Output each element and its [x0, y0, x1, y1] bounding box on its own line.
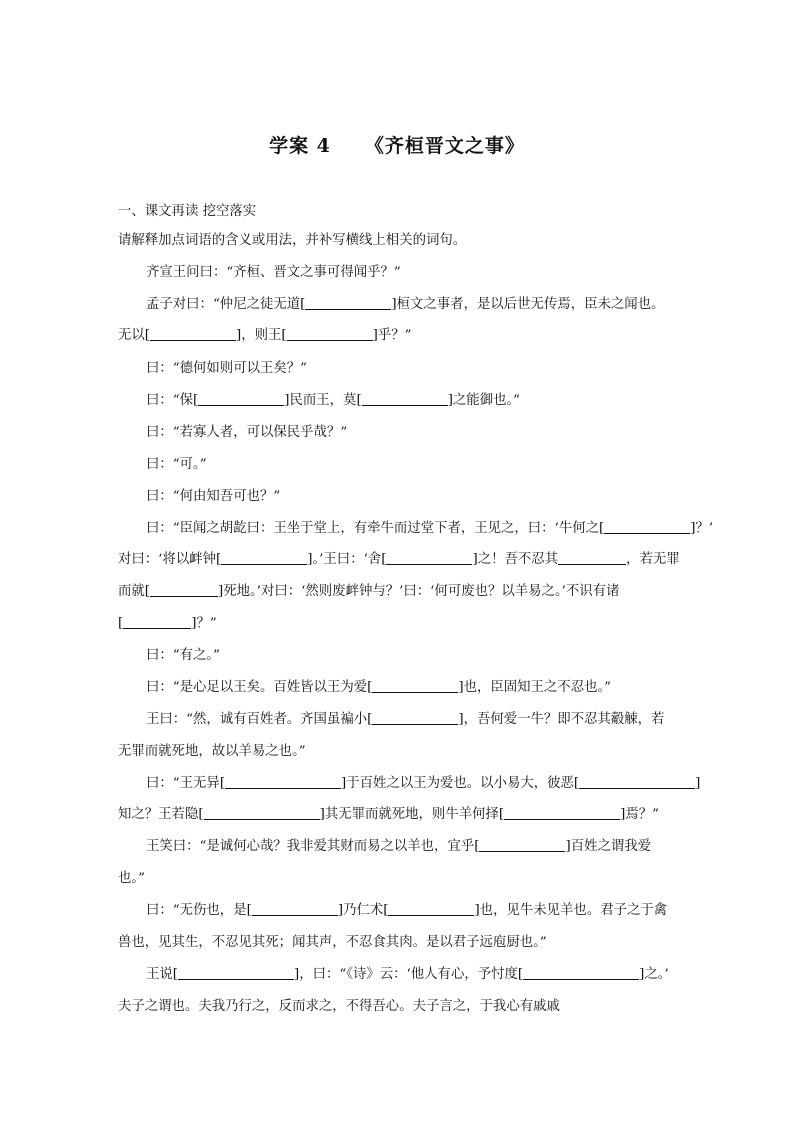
- fill-blank[interactable]: [479, 838, 565, 852]
- text-line: 曰：“何由知吾可也？”: [146, 489, 281, 504]
- fill-blank[interactable]: [123, 615, 191, 629]
- fill-blank[interactable]: [221, 551, 307, 565]
- fill-blank[interactable]: [604, 520, 690, 534]
- fill-blank[interactable]: [150, 327, 236, 341]
- text-line: 王笑曰：“是诚何心哉？我非爱其财而易之以羊也，宜乎[ ]百姓之谓我爱: [146, 839, 652, 854]
- fill-blank[interactable]: [252, 902, 338, 916]
- text-line: 知之？王若隐[ ]其无罪而就死地，则牛羊何择[ ]焉？”: [118, 807, 659, 822]
- fill-blank[interactable]: [362, 392, 448, 406]
- instruction: 请解释加点词语的含义或用法，并补写横线上相关的词句。: [118, 233, 467, 248]
- fill-blank[interactable]: [178, 966, 294, 980]
- text-line: 曰：“有之。”: [146, 648, 220, 663]
- title-text: 《齐桓晋文之事》: [364, 135, 525, 157]
- fill-blank[interactable]: [372, 679, 458, 693]
- fill-blank[interactable]: [579, 775, 695, 789]
- text-line: 兽也，见其生，不忍见其死；闻其声，不忍食其肉。是以君子远庖厨也。”: [118, 935, 547, 950]
- text-line: [ ]？”: [118, 616, 217, 631]
- title-lesson-number: 学案 4: [269, 135, 331, 157]
- text-line: 曰：“是心足以王矣。百姓皆以王为爱[ ]也，臣固知王之不忍也。”: [146, 680, 612, 695]
- fill-blank[interactable]: [198, 392, 284, 406]
- text-line: 无罪而就死地，故以羊易之也。”: [118, 744, 306, 759]
- section-heading: 一、课文再读 挖空落实: [118, 204, 257, 219]
- fill-blank[interactable]: [504, 806, 620, 820]
- text-line: 曰：“王无异[ ]于百姓之以王为爱也。以小易大，彼恶[ ]: [146, 776, 701, 791]
- fill-blank[interactable]: [558, 551, 626, 565]
- text-line: 无以[ ]，则王[ ]乎？”: [118, 328, 412, 343]
- fill-blank[interactable]: [225, 775, 341, 789]
- text-line: 而就[ ]死地。’对曰：‘然则废衅钟与？’曰：‘何可废也？以羊易之。’不识有诸: [118, 584, 620, 599]
- fill-blank[interactable]: [150, 583, 218, 597]
- text-line: 也。”: [118, 871, 145, 886]
- text-line: 曰：“无伤也，是[ ]乃仁术[ ]也，见牛未见羊也。君子之于禽: [146, 903, 668, 918]
- fill-blank[interactable]: [523, 966, 639, 980]
- page-title: [0, 131, 794, 158]
- text-line: 夫子之谓也。夫我乃行之，反而求之，不得吾心。夫子言之，于我心有戚戚: [118, 999, 560, 1014]
- fill-blank[interactable]: [372, 711, 458, 725]
- fill-blank[interactable]: [388, 902, 474, 916]
- text-line: 王说[ ]，曰：“《诗》云：‘他人有心，予忖度[ ]之。’: [146, 967, 669, 982]
- text-line: 对曰：‘将以衅钟[ ]。’王曰：‘舍[ ]之！吾不忍其 ，若无罪: [118, 552, 680, 567]
- fill-blank[interactable]: [305, 296, 391, 310]
- text-line: 曰：“若寡人者，可以保民乎哉？”: [146, 425, 348, 440]
- text-line: 孟子对曰：“仲尼之徒无道[ ]桓文之事者，是以后世无传焉，臣未之闻也。: [146, 297, 665, 312]
- fill-blank[interactable]: [204, 806, 320, 820]
- fill-blank[interactable]: [386, 551, 472, 565]
- text-line: 曰：“臣闻之胡龁曰：王坐于堂上，有牵牛而过堂下者，王见之，曰：‘牛何之[ ]？’: [146, 521, 714, 536]
- text-line: 曰：“德何如则可以王矣？”: [146, 361, 307, 376]
- text-line: 曰：“保[ ]民而王，莫[ ]之能御也。”: [146, 393, 521, 408]
- fill-blank[interactable]: [287, 327, 373, 341]
- text-line: 王曰：“然，诚有百姓者。齐国虽褊小[ ]，吾何爱一牛？即不忍其觳觫，若: [146, 712, 665, 727]
- text-line: 齐宣王问曰：“齐桓、晋文之事可得闻乎？”: [146, 265, 401, 280]
- text-line: 曰：“可。”: [146, 457, 207, 472]
